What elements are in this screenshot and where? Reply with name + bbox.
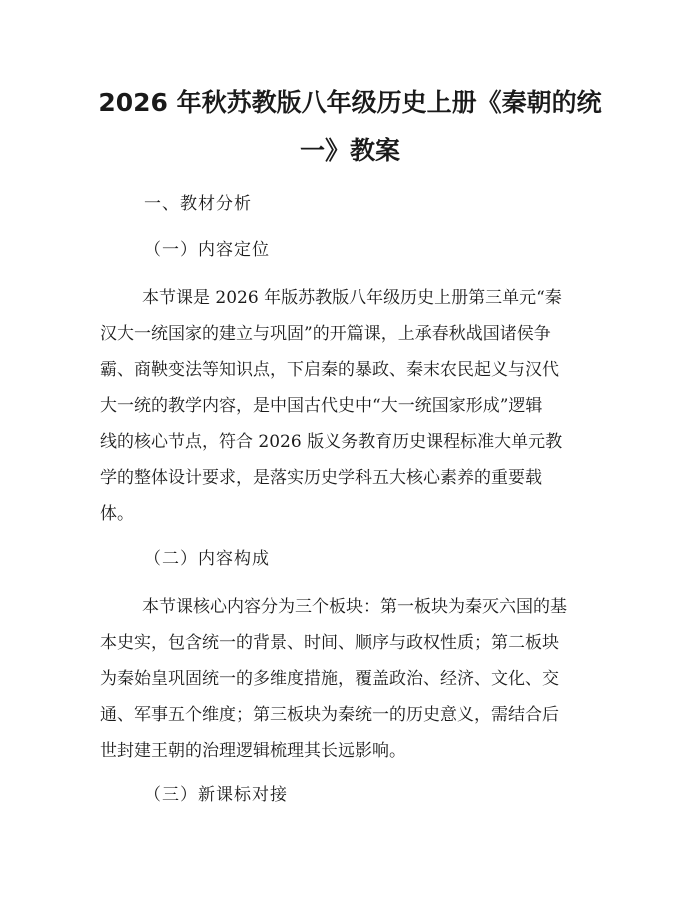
paragraph-line: 本史实，包含统一的背景、时间、顺序与政权性质；第二板块 [100,633,559,653]
paragraph-line: 大一统的教学内容，是中国古代史中“大一统国家形成”逻辑 [100,396,543,416]
subheading-content-composition: （二）内容构成 [144,549,270,569]
paragraph-line: 世封建王朝的治理逻辑梳理其长远影响。 [100,741,406,761]
paragraph-line: 霸、商鞅变法等知识点，下启秦的暴政、秦末农民起义与汉代 [100,360,559,380]
paragraph-line: 体。 [100,504,134,524]
document-title-line-2: 一》教案 [299,136,400,165]
paragraph-line: 本节课是 2026 年版苏教版八年级历史上册第三单元“秦 [142,288,562,308]
paragraph-line: 学的整体设计要求，是落实历史学科五大核心素养的重要载 [100,468,542,488]
document-title-line-1: 2026 年秋苏教版八年级历史上册《秦朝的统 [98,88,602,117]
paragraph-line: 为秦始皇巩固统一的多维度措施，覆盖政治、经济、文化、交 [100,669,559,689]
paragraph-content-positioning [100,280,608,532]
paragraph-line: 通、军事五个维度；第三板块为秦统一的历史意义，需结合后 [100,705,559,725]
section-heading-teaching-material-analysis: 一、教材分析 [144,194,252,214]
paragraph-line: 本节课核心内容分为三个板块：第一板块为秦灭六国的基 [142,597,567,617]
paragraph-line: 汉大一统国家的建立与巩固”的开篇课，上承春秋战国诸侯争 [100,324,551,344]
subheading-content-positioning: （一）内容定位 [144,240,270,260]
subheading-new-curriculum-standard: （三）新课标对接 [144,785,288,805]
paragraph-line: 线的核心节点，符合 2026 版义务教育历史课程标准大单元教 [100,432,563,452]
paragraph-content-composition [100,589,608,769]
